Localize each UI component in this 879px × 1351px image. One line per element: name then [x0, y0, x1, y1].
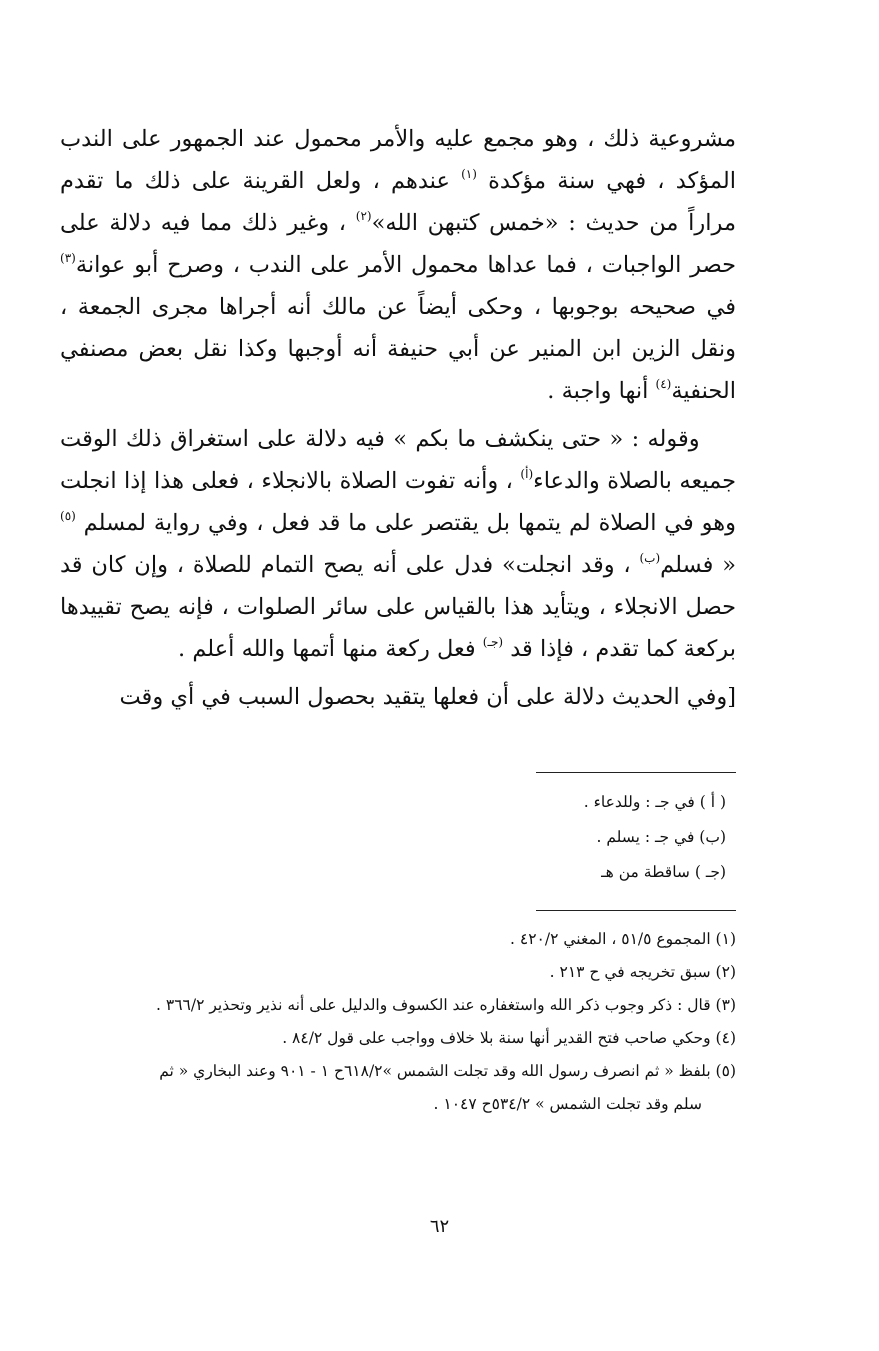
footnote-ref-2: (٢) [355, 209, 372, 223]
variant-note: (ب) في جـ : يسلم . [596, 828, 726, 846]
footnote: (٢) سبق تخريجه في ح ٢١٣ . [549, 963, 736, 981]
text-segment: وقوله : « حتى ينكشف ما بكم » فيه دلالة على استغراق ذلك الوقت جميعه بالصلاة والدعاء [60, 426, 737, 494]
text-segment: أنها واجبة . [547, 378, 649, 404]
footnote: (٥) بلفظ « ثم انصرف رسول الله وقد تجلت الشمس »٦١٨/٢ح ١ - ٩٠١ وعند البخاري « ثم [159, 1062, 736, 1080]
text-segment: عندهم ، ولعل القرينة على ذلك ما تقدم مراراً من حديث : «خمس كتبهن الله» [60, 168, 736, 236]
text-segment: ، وأنه تفوت الصلاة بالانجلاء ، فعلى هذا إذا انجلت وهو في الصلاة لم يتمها بل يقتصر على ما قد فعل ، وفي رواية لمسلم [60, 468, 736, 536]
footnote-ref-a: (أ) [520, 467, 534, 481]
footnote-continuation: سلم وقد تجلت الشمس » ٥٣٤/٢ح ١٠٤٧ . [433, 1095, 702, 1113]
paragraph-2 [60, 418, 736, 670]
footnote-ref-b: (ب) [639, 551, 661, 565]
text-segment: ، وغير ذلك مما فيه دلالة على حصر الواجبات ، فما عداها محمول الأمر على الندب ، وصرح أبو عوانة [60, 210, 736, 278]
footnote-ref-3: (٣) [60, 251, 76, 265]
footnote: (٣) قال : ذكر وجوب ذكر الله واستغفاره عند الكسوف والدليل على أنه نذير وتحذير ٣٦٦/٢ . [156, 996, 736, 1014]
main-text [60, 118, 736, 718]
variant-note: ( أ ) في جـ : وللدعاء . [583, 793, 726, 811]
footnote-ref-c: (جـ) [482, 635, 504, 649]
text-segment: ، وقد انجلت» فدل على أنه يصح التمام للصلاة ، وإن كان قد حصل الانجلاء ، ويتأيد هذا بالقياس على سائر الصلوات ، فإنه يصح تقييدها بركعة كما تقدم ، فإذا قد [60, 552, 736, 662]
footnote-divider-lower [536, 910, 736, 911]
text-segment: « فسلم [660, 552, 736, 578]
numbered-footnotes [60, 923, 736, 1121]
paragraph-1 [60, 118, 736, 412]
footnote: (١) المجموع ٥١/٥ ، المغني ٤٢٠/٢ . [510, 930, 736, 948]
page-number: ٦٢ [429, 1216, 450, 1237]
paragraph-3 [60, 676, 736, 718]
footnote-ref-5: (٥) [60, 509, 76, 523]
footnote: (٤) وحكي صاحب فتح القدير أنها سنة بلا خلاف وواجب على قول ٨٤/٢ . [282, 1029, 736, 1047]
text-segment: فعل ركعة منها أتمها والله أعلم . [178, 636, 476, 662]
text-segment: [وفي الحديث دلالة على أن فعلها يتقيد بحصول السبب في أي وقت [119, 684, 736, 710]
variant-notes [60, 785, 736, 890]
footnote-divider-upper [536, 772, 736, 773]
variant-note: (جـ ) ساقطة من هـ [601, 863, 726, 881]
footnote-ref-4: (٤) [655, 377, 672, 391]
footnote-ref-1: (١) [461, 167, 477, 181]
text-segment: في صحيحه بوجوبها ، وحكى أيضاً عن مالك أنه أجراها مجرى الجمعة ، ونقل الزين ابن المنير عن أبي حنيفة أنه أوجبها وكذا نقل بعض مصنفي الحنفية [60, 294, 736, 404]
book-page [60, 118, 736, 1121]
text-segment: مشروعية ذلك ، وهو مجمع عليه والأمر محمول عند الجمهور على الندب المؤكد ، فهي سنة مؤكدة [60, 126, 736, 194]
